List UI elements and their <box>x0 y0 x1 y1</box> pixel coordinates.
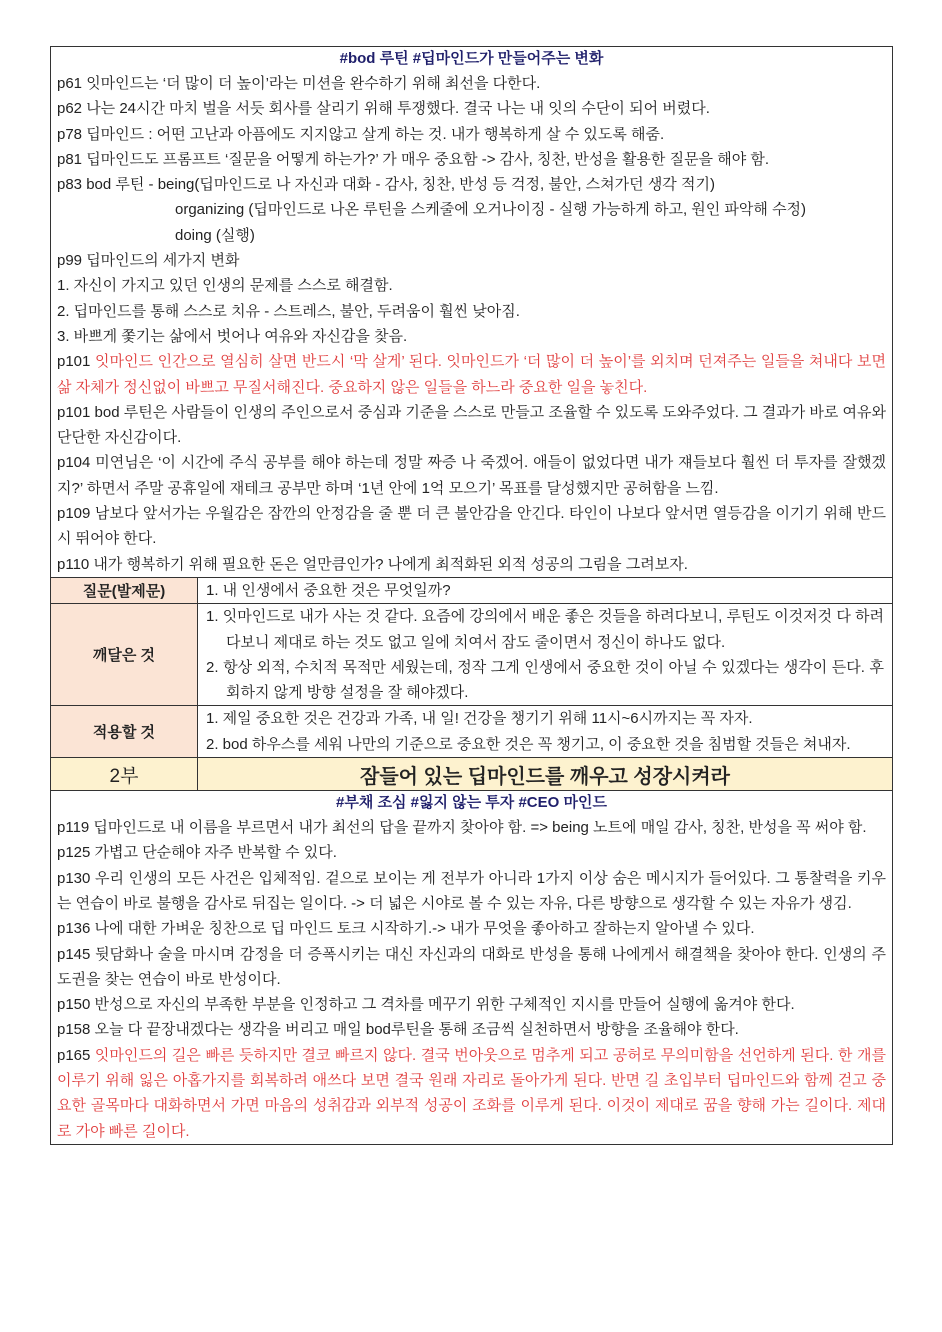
note-paragraph: 2. 딥마인드를 통해 스스로 치유 - 스트레스, 불안, 두려움이 훨씬 낮아짐. <box>57 302 520 320</box>
section2-block <box>51 791 892 1144</box>
realization-item: 1. 잇마인드로 내가 사는 것 같다. 요즘에 강의에서 배운 좋은 것들을 하려다보니, 루틴도 이것저것 다 하려다보니 제대로 하는 것도 없고 일에 치여서 잠도 줄이면서 정신이 하나도 없다. <box>206 608 884 651</box>
section2-cell <box>51 791 893 1145</box>
apply-item: 1. 제일 중요한 것은 건강과 가족, 내 일! 건강을 챙기기 위해 11시~6시까지는 꼭 자자. <box>206 710 753 728</box>
page-ref: p165 <box>57 1046 95 1064</box>
note-paragraph: 3. 바쁘게 쫓기는 삶에서 벗어나 여유와 자신감을 찾음. <box>57 327 408 345</box>
note-paragraph: p83 bod 루틴 - being(딥마인드로 나 자신과 대화 - 감사, 칭찬, 반성 등 걱정, 불안, 스쳐가던 생각 적기) <box>57 176 715 194</box>
note-paragraph: doing (실행) <box>175 226 255 244</box>
apply-label: 적용할 것 <box>51 706 198 758</box>
note-paragraph: p136 나에 대한 가벼운 칭찬으로 딥 마인드 토크 시작하기.-> 내가 무엇을 좋아하고 잘하는지 알아낼 수 있다. <box>57 920 755 938</box>
note-paragraph <box>57 349 886 400</box>
realization-item: 2. 항상 외적, 수치적 목적만 세웠는데, 정작 그게 인생에서 중요한 것이 아닐 수 있겠다는 생각이 든다. 후회하지 않게 방향 설정을 잘 해야겠다. <box>206 658 884 702</box>
note-paragraph: p109 남보다 앞서가는 우월감은 잠깐의 안정감을 줄 뿐 더 큰 불안감을 안긴다. 타인이 나보다 앞서면 열등감을 이기기 위해 반드시 뛰어야 한다. <box>57 505 886 548</box>
question-content <box>198 577 893 603</box>
realization-content <box>198 604 893 706</box>
apply-item: 2. bod 하우스를 세워 나만의 기준으로 중요한 것은 꼭 챙기고, 이 중요한 것을 침범할 것들은 쳐내자. <box>206 735 851 753</box>
note-paragraph <box>57 1043 886 1144</box>
note-paragraph: p62 나는 24시간 마치 벌을 서듯 회사를 살리기 위해 투쟁했다. 결국 나는 내 잇의 수단이 되어 버렸다. <box>57 100 710 118</box>
note-paragraph: p119 딥마인드로 내 이름을 부르면서 내가 최선의 답을 끝까지 찾아야 함. => being 노트에 매일 감사, 칭찬, 반성을 꼭 써야 함. <box>57 819 867 837</box>
note-paragraph: p104 미연님은 ‘이 시간에 주식 공부를 해야 하는데 정말 짜증 나 죽겠어. 애들이 없었다면 내가 쟤들보다 훨씬 더 투자를 잘했겠지?’ 하면서 주말 공휴일에 재테크 공부만 하며 ‘1년 안에 1억 모으기’ 목표를 달성했지만 공허함을 느낌. <box>57 454 886 497</box>
section1-block <box>51 47 892 577</box>
note-paragraph: p145 뒷담화나 술을 마시며 감정을 더 증폭시키는 대신 자신과의 대화로 반성을 통해 나에게서 해결책을 찾아야 한다. 인생의 주도권을 찾는 연습이 바로 반성이다. <box>57 945 886 988</box>
question-label: 질문(발제문) <box>51 577 198 603</box>
note-paragraph: p130 우리 인생의 모든 사건은 입체적임. 겉으로 보이는 게 전부가 아니라 1가지 이상 숨은 메시지가 들어있다. 그 통찰력을 키우는 연습이 바로 불행을 감사로 뒤집는 일이다. -> 더 넓은 시야로 볼 수 있는 자유, 다른 방향으로 생각할 수 있는 자유가 생김. <box>57 869 886 912</box>
part-label: 2부 <box>51 758 198 791</box>
page-ref: p101 <box>57 353 95 371</box>
note-paragraph: p101 bod 루틴은 사람들이 인생의 주인으로서 중심과 기준을 스스로 만들고 조율할 수 있도록 도와주었다. 그 결과가 바로 여유와 단단한 자신감이다. <box>57 403 886 447</box>
note-paragraph: organizing (딥마인드로 나온 루틴을 스케줄에 오거나이징 - 실행 가능하게 하고, 원인 파악해 수정) <box>175 201 807 219</box>
highlighted-quote: 잇마인드의 길은 빠른 듯하지만 결코 빠르지 않다. 결국 번아웃으로 멈추게 되고 공허로 무의미함을 선언하게 된다. 한 개를 이루기 위해 잃은 아홉가지를 회복하려 애쓰다 보면 결국 원래 자리로 돌아가게 된다. 반면 길 초입부터 딥마인드와 함께 걷고 중요한 골목마다 대화하면서 가면 마음의 성취감과 외부적 성공이 조화를 이루게 된다. 이것이 제대로 꿈을 향해 가는 길이다. 제대로 가야 빠른 길이다. <box>57 1046 886 1140</box>
reading-notes-table <box>50 46 893 1145</box>
note-paragraph: p110 내가 행복하기 위해 필요한 돈은 얼만큼인가? 나에게 최적화된 외적 성공의 그림을 그려보자. <box>57 555 688 573</box>
note-paragraph: 1. 자신이 가지고 있던 인생의 문제를 스스로 해결함. <box>57 277 393 295</box>
part-title: 잠들어 있는 딥마인드를 깨우고 성장시켜라 <box>198 758 893 791</box>
note-paragraph: p81 딥마인드도 프롬프트 ‘질문을 어떻게 하는가?’ 가 매우 중요함 -> 감사, 칭찬, 반성을 활용한 질문을 해야 함. <box>57 150 770 168</box>
section2-title: #부채 조심 #잃지 않는 투자 #CEO 마인드 <box>336 794 607 812</box>
question-item: 1. 내 인생에서 중요한 것은 무엇일까? <box>206 581 451 599</box>
realization-label: 깨달은 것 <box>51 604 198 706</box>
note-paragraph: p158 오늘 다 끝장내겠다는 생각을 버리고 매일 bod루틴을 통해 조금씩 실천하면서 방향을 조율해야 한다. <box>57 1021 739 1039</box>
highlighted-quote: 잇마인드 인간으로 열심히 살면 반드시 ‘막 살게’ 된다. 잇마인드가 ‘더 많이 더 높이’를 외치며 던져주는 일들을 쳐내다 보면 삶 자체가 정신없이 바쁘고 무질서해진다. 중요하지 않은 일들을 하느라 중요한 일을 놓친다. <box>57 353 886 396</box>
section1-cell <box>51 47 893 578</box>
note-paragraph: p61 잇마인드는 ‘더 많이 더 높이’라는 미션을 완수하기 위해 최선을 다한다. <box>57 75 541 92</box>
note-paragraph: p78 딥마인드 : 어떤 고난과 아픔에도 지지않고 살게 하는 것. 내가 행복하게 살 수 있도록 해줌. <box>57 125 665 143</box>
note-paragraph: p150 반성으로 자신의 부족한 부분을 인정하고 그 격차를 메꾸기 위한 구체적인 지시를 만들어 실행에 옮겨야 한다. <box>57 996 795 1014</box>
apply-content <box>198 706 893 758</box>
note-paragraph: p125 가볍고 단순해야 자주 반복할 수 있다. <box>57 844 337 862</box>
section1-title: #bod 루틴 #딥마인드가 만들어주는 변화 <box>339 50 604 67</box>
note-paragraph: p99 딥마인드의 세가지 변화 <box>57 252 240 270</box>
